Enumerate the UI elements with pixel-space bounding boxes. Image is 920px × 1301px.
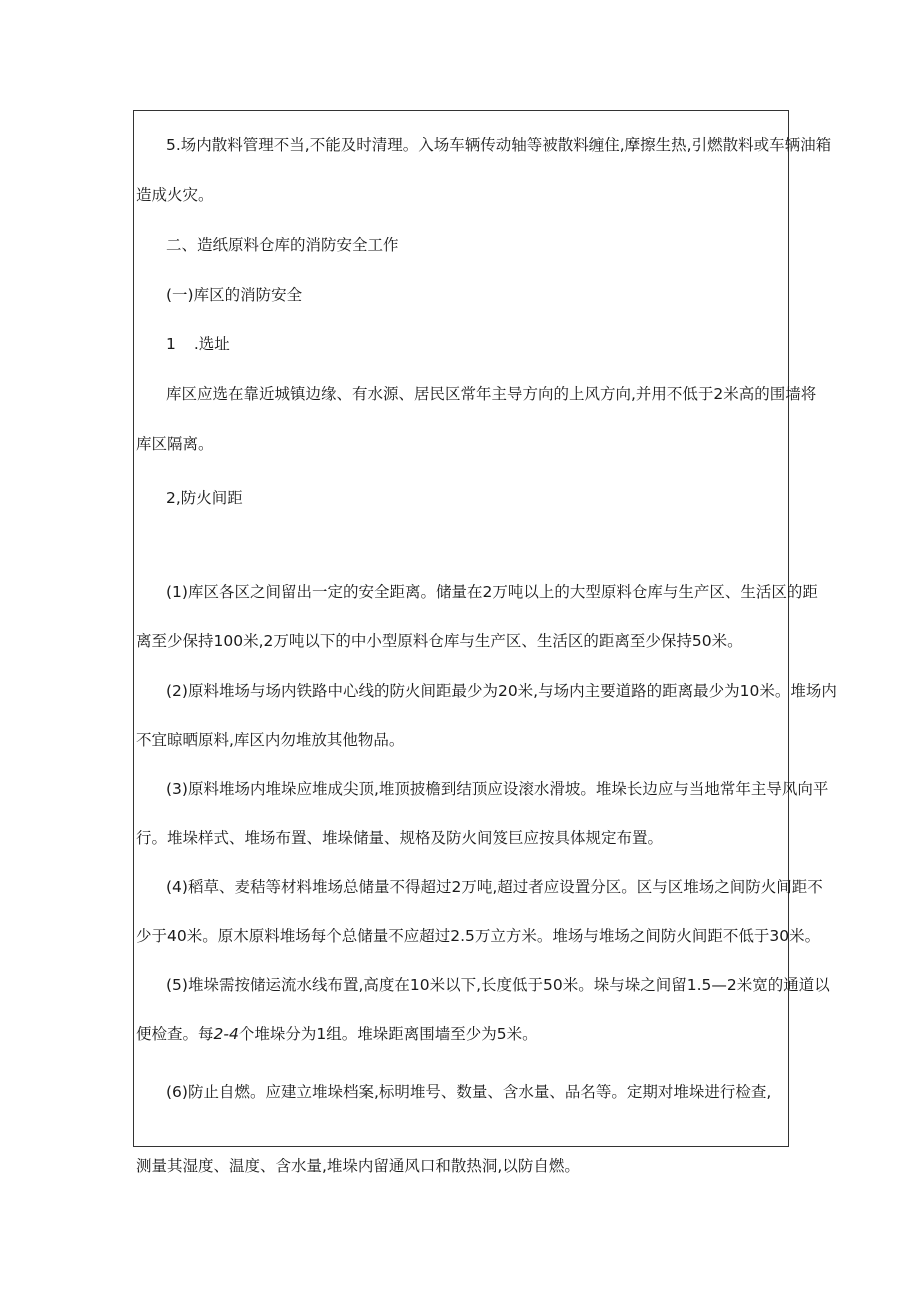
paragraph-site-selection-cont: 库区隔离。 (136, 435, 214, 453)
paragraph-cause-5-cont: 造成火灾。 (136, 186, 214, 204)
section-heading: 二、造纸原料仓库的消防安全工作 (166, 236, 399, 254)
italic-range: 2-4 (213, 1025, 239, 1043)
paragraph-spacing-4-cont: 少于40米。原木原料堆场每个总储量不应超过2.5万立方米。堆场与堆场之间防火间距不低于30米。 (136, 927, 821, 945)
paragraph-spacing-6: (6)防止自燃。应建立堆垛档案,标明堆号、数量、含水量、品名等。定期对堆垛进行检查, (166, 1083, 772, 1101)
paragraph-spacing-5-cont (133, 1023, 789, 1045)
paragraph-spacing-2: (2)原料堆场与场内铁路中心线的防火间距最少为20米,与场内主要道路的距离最少为10米。堆场内 (166, 682, 837, 700)
paragraph-spacing-3-cont: 行。堆垛样式、堆场布置、堆垛储量、规格及防火间笈巨应按具体规定布置。 (136, 829, 664, 847)
item-number: 1 (166, 335, 176, 353)
paragraph-spacing-6-cont: 测量其湿度、温度、含水量,堆垛内留通风口和散热洞,以防自燃。 (136, 1157, 580, 1175)
paragraph-site-selection: 库区应选在靠近城镇边缘、有水源、居民区常年主导方向的上风方向,并用不低于2米高的围墙将 (166, 385, 817, 403)
item-site-selection-heading (133, 333, 789, 355)
text-segment: 个堆垛分为1组。堆垛距离围墙至少为5米。 (238, 1025, 538, 1043)
item-fire-spacing-heading: 2,防火间距 (166, 489, 243, 507)
paragraph-spacing-1: (1)库区各区之间留出一定的安全距离。储量在2万吨以上的大型原料仓库与生产区、生活区的距 (166, 583, 818, 601)
item-title: .选址 (193, 335, 230, 353)
paragraph-spacing-3: (3)原料堆场内堆垛应堆成尖顶,堆顶披檐到结顶应设滚水滑坡。堆垛长边应与当地常年主导风向平 (166, 780, 829, 798)
paragraph-spacing-2-cont: 不宜晾晒原料,库区内勿堆放其他物品。 (136, 731, 405, 749)
paragraph-spacing-5: (5)堆垛需按储运流水线布置,高度在10米以下,长度低于50米。垛与垛之间留1.5—2米宽的通道以 (166, 976, 830, 994)
paragraph-cause-5: 5.场内散料管理不当,不能及时清理。入场车辆传动轴等被散料缠住,摩擦生热,引燃散料或车辆油箱 (166, 136, 832, 154)
subsection-heading: (一)库区的消防安全 (166, 286, 303, 304)
paragraph-spacing-1-cont: 离至少保持100米,2万吨以下的中小型原料仓库与生产区、生活区的距离至少保持50米。 (136, 632, 743, 650)
paragraph-spacing-4: (4)稻草、麦秸等材料堆场总储量不得超过2万吨,超过者应设置分区。区与区堆场之间防火间距不 (166, 878, 823, 896)
text-segment: 便检查。每 (136, 1025, 214, 1043)
